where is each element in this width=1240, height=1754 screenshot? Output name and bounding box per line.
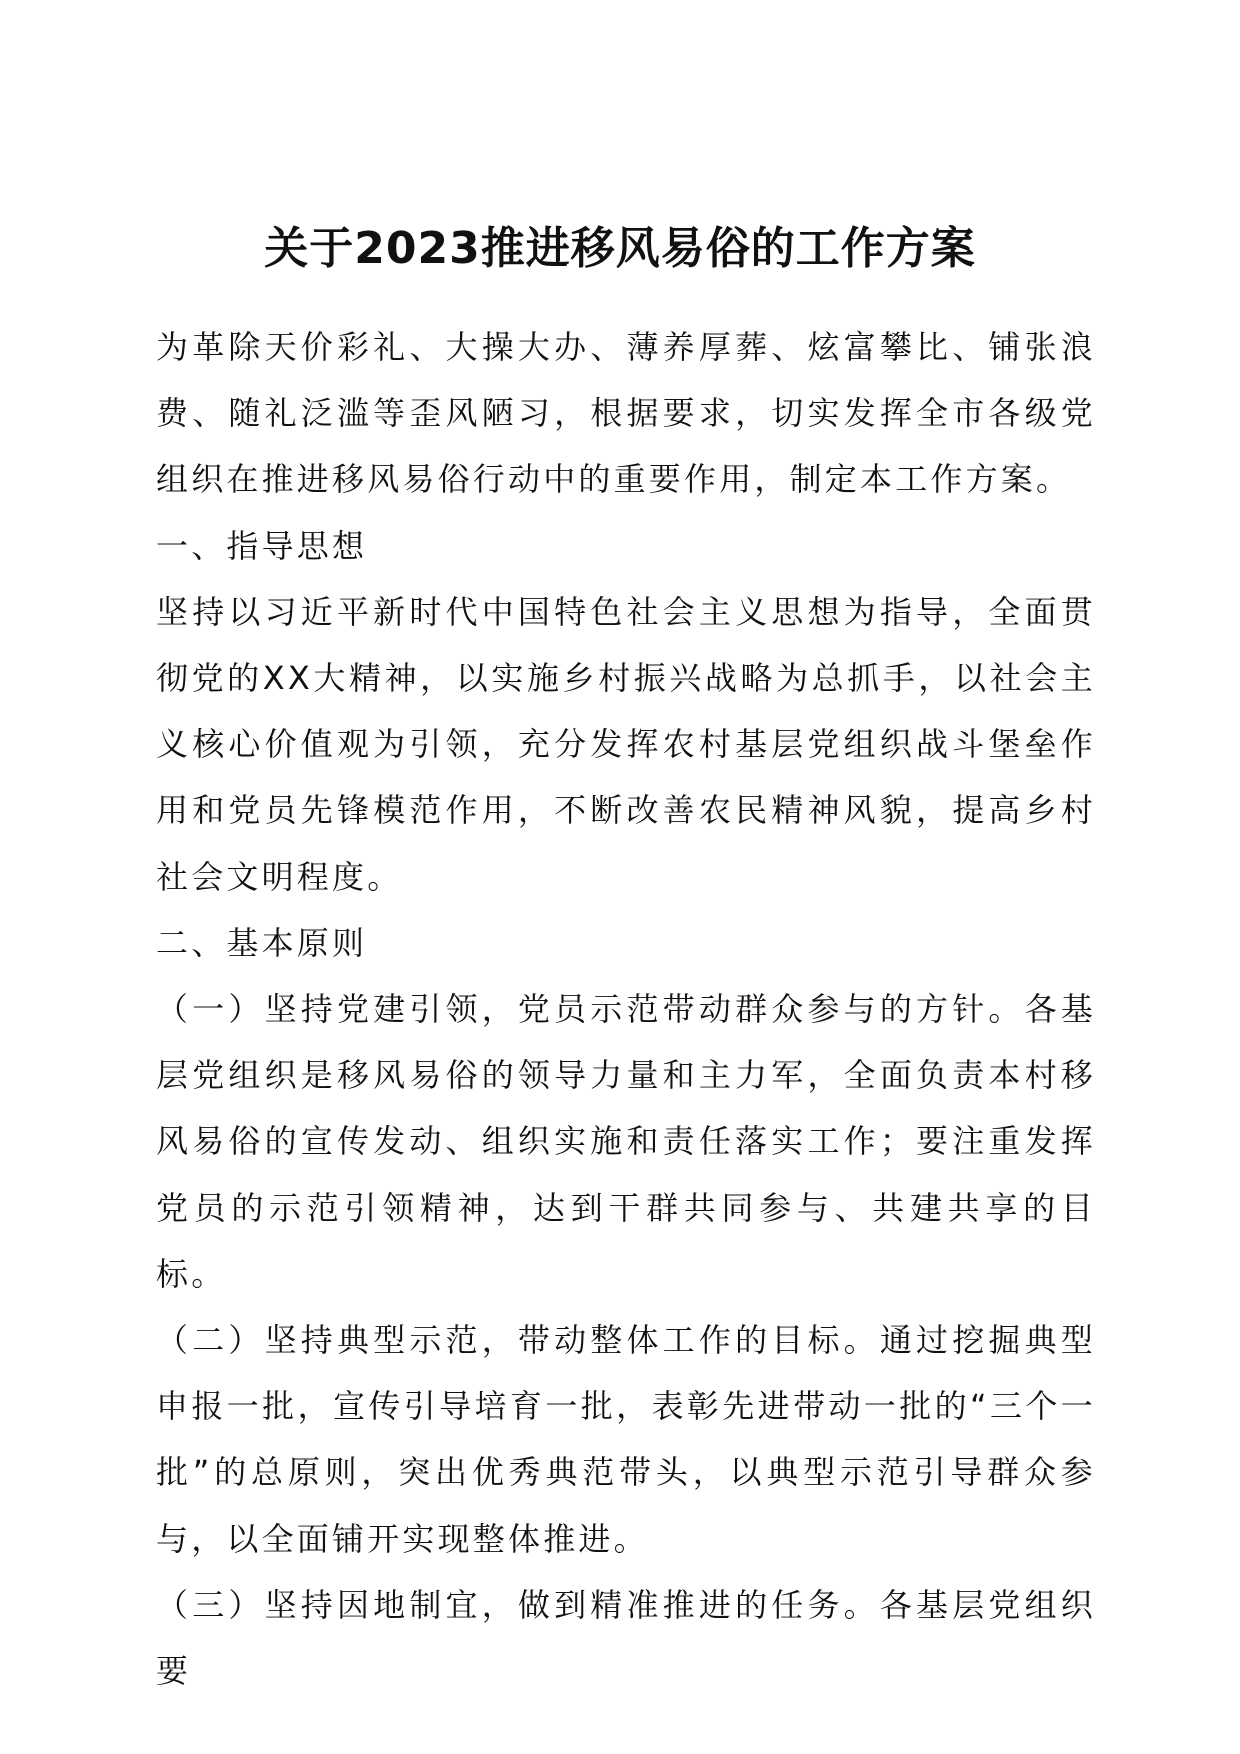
guiding-ideology-paragraph: 坚持以习近平新时代中国特色社会主义思想为指导，全面贯彻党的XX大精神，以实施乡村振兴战略为总抓手，以社会主义核心价值观为引领，充分发挥农村基层党组织战斗堡垒作用和党员先锋模范作用，不断改善农民精神风貌，提高乡村社会文明程度。 xyxy=(156,592,1096,896)
section-heading-basic-principles: 二、基本原则 xyxy=(156,923,368,962)
document-title: 关于2023推进移风易俗的工作方案 xyxy=(264,223,976,274)
section-heading-guiding-ideology: 一、指导思想 xyxy=(156,526,368,565)
principle-2-paragraph: （二）坚持典型示范，带动整体工作的目标。通过挖掘典型申报一批，宣传引导培育一批，表彰先进带动一批的“三个一批”的总原则，突出优秀典范带头，以典型示范引导群众参与，以全面铺开实现整体推进。 xyxy=(156,1321,1096,1558)
principle-1-paragraph: （一）坚持党建引领，党员示范带动群众参与的方针。各基层党组织是移风易俗的领导力量和主力军，全面负责本村移风易俗的宣传发动、组织实施和责任落实工作；要注重发挥党员的示范引领精神，达到干群共同参与、共建共享的目标。 xyxy=(156,990,1096,1293)
principle-3-paragraph: （三）坚持因地制宜，做到精准推进的任务。各基层党组织要 xyxy=(156,1585,1096,1691)
intro-paragraph: 为革除天价彩礼、大操大办、薄养厚葬、炫富攀比、铺张浪费、随礼泛滥等歪风陋习，根据要求，切实发挥全市各级党组织在推进移风易俗行动中的重要作用，制定本工作方案。 xyxy=(156,328,1096,499)
document-body xyxy=(156,314,1096,1704)
